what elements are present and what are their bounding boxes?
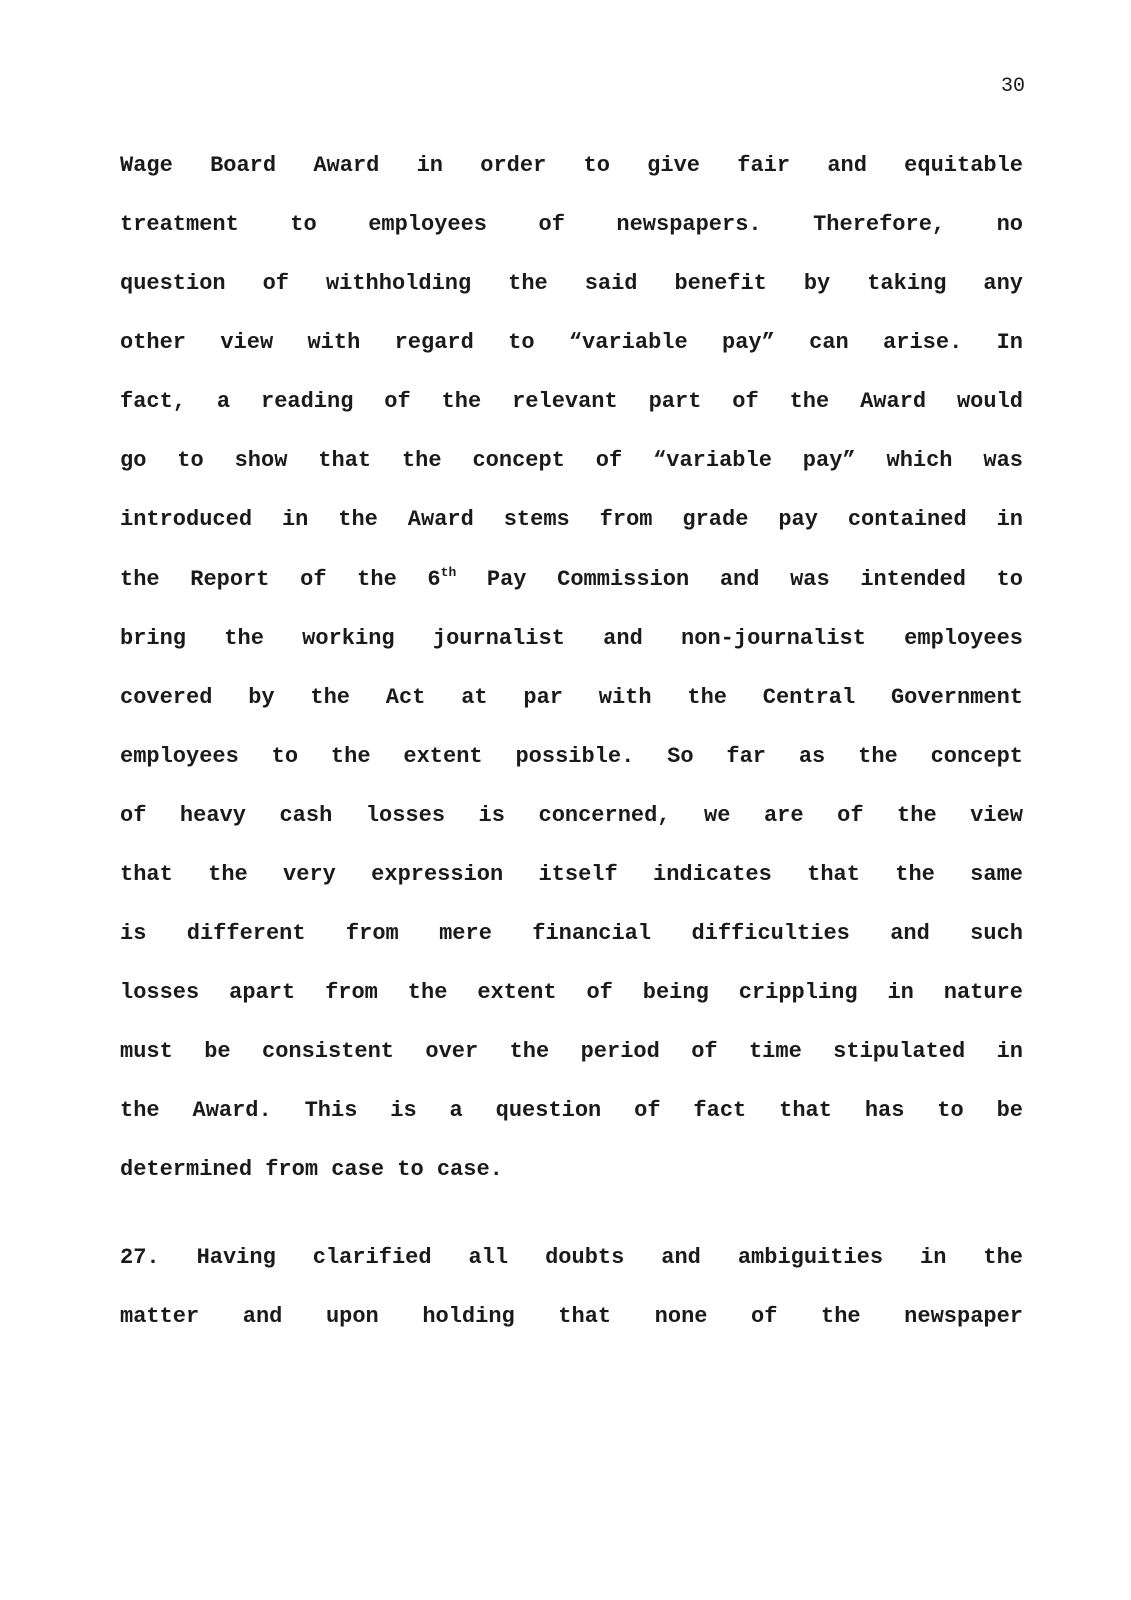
text-line: covered by the Act at par with the Central Government <box>120 685 1023 710</box>
text-line: employees to the extent possible. So far as the concept <box>120 744 1023 769</box>
text-line: fact, a reading of the relevant part of the Award would <box>120 389 1023 414</box>
text-line: go to show that the concept of “variable pay” which was <box>120 448 1023 473</box>
text-line: treatment to employees of newspapers. Therefore, no <box>120 212 1023 237</box>
page-number: 30 <box>1000 75 1025 98</box>
text-line <box>120 565 1023 595</box>
text-line: bring the working journalist and non-journalist employees <box>120 626 1023 651</box>
text-line: must be consistent over the period of time stipulated in <box>120 1039 1023 1064</box>
text-segment: the Report of the 6 <box>120 567 441 592</box>
text-line: 27. Having clarified all doubts and ambiguities in the <box>120 1245 1023 1270</box>
text-line: is different from mere financial difficulties and such <box>120 921 1023 946</box>
text-line: determined from case to case. <box>120 1157 503 1182</box>
text-line: of heavy cash losses is concerned, we are of the view <box>120 803 1023 828</box>
text-line: matter and upon holding that none of the newspaper <box>120 1304 1023 1329</box>
text-line: losses apart from the extent of being crippling in nature <box>120 980 1023 1005</box>
text-line: other view with regard to “variable pay” can arise. In <box>120 330 1023 355</box>
text-segment: Pay Commission and was intended to <box>456 567 1024 592</box>
text-line: introduced in the Award stems from grade pay contained in <box>120 507 1023 532</box>
text-line: question of withholding the said benefit by taking any <box>120 271 1023 296</box>
superscript: th <box>440 565 457 580</box>
text-line: that the very expression itself indicates that the same <box>120 862 1023 887</box>
text-line: Wage Board Award in order to give fair and equitable <box>120 153 1023 178</box>
text-line: the Award. This is a question of fact that has to be <box>120 1098 1023 1123</box>
